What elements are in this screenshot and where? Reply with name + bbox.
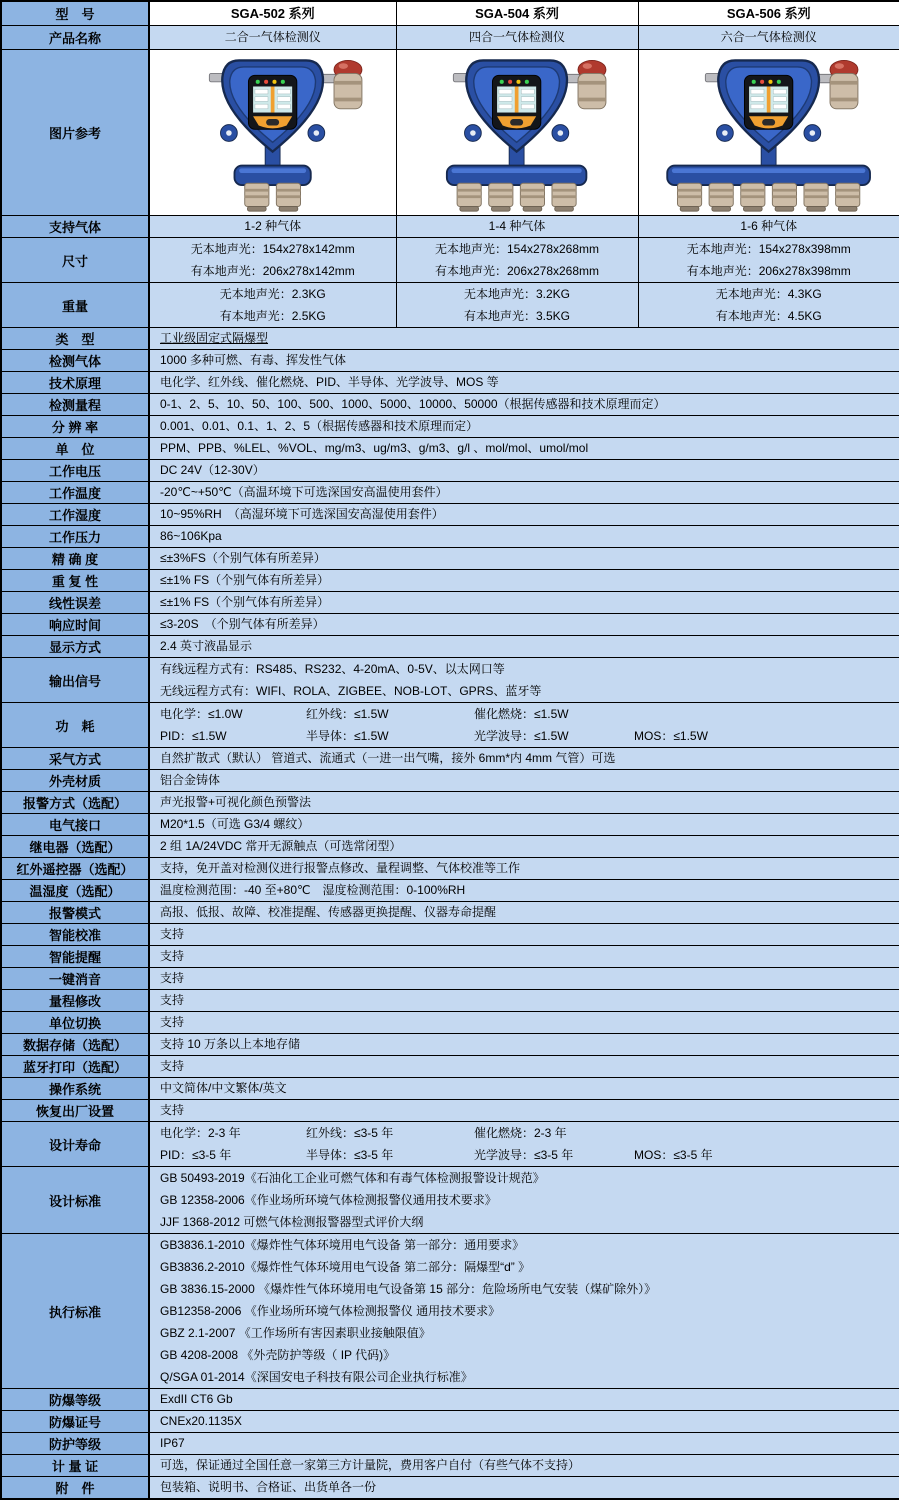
size-506: 无本地声光：154x278x398mm 有本地声光：206x278x398mm xyxy=(638,238,899,283)
spec-row-temperature xyxy=(1,482,899,504)
spec-row-pressure xyxy=(1,526,899,548)
spec-label-electrical-interface: 电气接口 xyxy=(1,814,149,836)
gas-support-504: 1-4 种气体 xyxy=(396,216,638,238)
spec-row-electrical-interface xyxy=(1,814,899,836)
model-sga504: SGA-504 系列 xyxy=(396,1,638,26)
spec-row-units xyxy=(1,438,899,460)
spec-label-resolution: 分 辨 率 xyxy=(1,416,149,438)
spec-value-housing: 铝合金铸体 xyxy=(149,770,899,792)
product-name-506: 六合一气体检测仪 xyxy=(638,26,899,50)
spec-label-temperature: 工作温度 xyxy=(1,482,149,504)
spec-label-repeatability: 重 复 性 xyxy=(1,570,149,592)
spec-label-smart-reminder: 智能提醒 xyxy=(1,946,149,968)
model-row xyxy=(1,1,899,26)
spec-value-power-consumption: 电化学：≤1.0W 红外线：≤1.5W 催化燃烧：≤1.5W PID：≤1.5W 半导体：≤1.5W 光学波导：≤1.5W MOS：≤1.5W xyxy=(149,703,899,748)
spec-value-pressure: 86~106Kpa xyxy=(149,526,899,548)
spec-row-relay xyxy=(1,836,899,858)
spec-label-accuracy: 精 确 度 xyxy=(1,548,149,570)
spec-label-alarm-mode: 报警方式（选配） xyxy=(1,792,149,814)
spec-label-response-time: 响应时间 xyxy=(1,614,149,636)
spec-value-accessories: 包装箱、说明书、合格证、出货单各一份 xyxy=(149,1477,899,1500)
model-sga502: SGA-502 系列 xyxy=(149,1,396,26)
spec-row-detected-gases xyxy=(1,350,899,372)
spec-value-linearity: ≤±1% FS（个别气体有所差异） xyxy=(149,592,899,614)
spec-value-type: 工业级固定式隔爆型 xyxy=(149,328,899,350)
spec-label-factory-reset: 恢复出厂设置 xyxy=(1,1100,149,1122)
spec-value-repeatability: ≤±1% FS（个别气体有所差异） xyxy=(149,570,899,592)
spec-value-explosion-proof-cert: CNEx20.1135X xyxy=(149,1411,899,1433)
spec-row-explosion-proof-cert xyxy=(1,1411,899,1433)
spec-row-one-key-mute xyxy=(1,968,899,990)
spec-row-sampling xyxy=(1,748,899,770)
spec-row-design-standards xyxy=(1,1167,899,1234)
spec-row-execution-standards xyxy=(1,1234,899,1389)
product-name-row xyxy=(1,26,899,50)
spec-row-metrology-cert xyxy=(1,1455,899,1477)
spec-value-unit-switch: 支持 xyxy=(149,1012,899,1034)
spec-row-smart-calibration xyxy=(1,924,899,946)
spec-label-os: 操作系统 xyxy=(1,1078,149,1100)
gas-support-502: 1-2 种气体 xyxy=(149,216,396,238)
model-row-label: 型 号 xyxy=(1,1,149,26)
spec-value-explosion-proof-grade: ExdII CT6 Gb xyxy=(149,1389,899,1411)
weight-506: 无本地声光：4.3KG 有本地声光：4.5KG xyxy=(638,283,899,328)
spec-row-response-time xyxy=(1,614,899,636)
spec-value-accuracy: ≤±3%FS（个别气体有所差异） xyxy=(149,548,899,570)
spec-value-factory-reset: 支持 xyxy=(149,1100,899,1122)
spec-row-resolution xyxy=(1,416,899,438)
spec-label-technology: 技术原理 xyxy=(1,372,149,394)
spec-label-one-key-mute: 一键消音 xyxy=(1,968,149,990)
spec-label-accessories: 附 件 xyxy=(1,1477,149,1500)
spec-value-os: 中文简体/中文繁体/英文 xyxy=(149,1078,899,1100)
spec-label-explosion-proof-cert: 防爆证号 xyxy=(1,1411,149,1433)
weight-row xyxy=(1,283,899,328)
spec-value-ip-rating: IP67 xyxy=(149,1433,899,1455)
size-504: 无本地声光：154x278x268mm 有本地声光：206x278x268mm xyxy=(396,238,638,283)
spec-row-power-consumption xyxy=(1,703,899,748)
spec-row-smart-reminder xyxy=(1,946,899,968)
spec-row-linearity xyxy=(1,592,899,614)
spec-value-voltage: DC 24V（12-30V） xyxy=(149,460,899,482)
spec-value-smart-calibration: 支持 xyxy=(149,924,899,946)
spec-row-alarm-modes xyxy=(1,902,899,924)
spec-row-design-life xyxy=(1,1122,899,1167)
spec-label-smart-calibration: 智能校准 xyxy=(1,924,149,946)
weight-502: 无本地声光：2.3KG 有本地声光：2.5KG xyxy=(149,283,396,328)
spec-label-bluetooth-print: 蓝牙打印（选配） xyxy=(1,1056,149,1078)
gas-detector-image-6-sensors xyxy=(639,50,899,215)
spec-label-output-signal: 输出信号 xyxy=(1,658,149,703)
spec-label-linearity: 线性误差 xyxy=(1,592,149,614)
spec-value-temp-humidity-option: 温度检测范围：-40 至+80℃ 湿度检测范围：0-100%RH xyxy=(149,880,899,902)
spec-value-bluetooth-print: 支持 xyxy=(149,1056,899,1078)
spec-value-smart-reminder: 支持 xyxy=(149,946,899,968)
spec-row-technology xyxy=(1,372,899,394)
spec-value-range-modify: 支持 xyxy=(149,990,899,1012)
spec-value-design-life: 电化学：2-3 年 红外线：≤3-5 年 催化燃烧：2-3 年 PID：≤3-5 年 半导体：≤3-5 年 光学波导：≤3-5 年 MOS：≤3-5 年 xyxy=(149,1122,899,1167)
spec-value-humidity: 10~95%RH （高湿环境下可选深国安高湿使用套件） xyxy=(149,504,899,526)
spec-row-accessories xyxy=(1,1477,899,1500)
gas-support-506: 1-6 种气体 xyxy=(638,216,899,238)
spec-label-ip-rating: 防护等级 xyxy=(1,1433,149,1455)
spec-row-display xyxy=(1,636,899,658)
spec-row-humidity xyxy=(1,504,899,526)
spec-value-sampling: 自然扩散式（默认） 管道式、流通式（一进一出气嘴，接外 6mm*内 4mm 气管）可选 xyxy=(149,748,899,770)
spec-value-data-storage: 支持 10 万条以上本地存储 xyxy=(149,1034,899,1056)
spec-value-detected-gases: 1000 多种可燃、有毒、挥发性气体 xyxy=(149,350,899,372)
spec-row-os xyxy=(1,1078,899,1100)
spec-label-execution-standards: 执行标准 xyxy=(1,1234,149,1389)
gas-detector-image-4-sensors xyxy=(397,50,638,215)
spec-value-execution-standards: GB3836.1-2010《爆炸性气体环境用电气设备 第一部分：通用要求》 GB3836.2-2010《爆炸性气体环境用电气设备 第二部分：隔爆型“d” 》 GB 3836.15-2000 《爆炸性气体环境用电气设备第 15 部分：危险场所电气安装（煤矿除外）》 GB12358-2006 《作业场所环境气体检测报警仪 通用技术要求》 GBZ 2.1-2007 《工作场所有害因素职业接触限值》 GB 4208-2008 《外壳防护等级（ IP 代码)》 Q/SGA 01-2014《深国安电子科技有限公司企业执行标准》 xyxy=(149,1234,899,1389)
spec-label-range-modify: 量程修改 xyxy=(1,990,149,1012)
spec-value-resolution: 0.001、0.01、0.1、1、2、5（根据传感器和技术原理而定） xyxy=(149,416,899,438)
spec-row-accuracy xyxy=(1,548,899,570)
image-row-label: 图片参考 xyxy=(1,50,149,216)
spec-label-sampling: 采气方式 xyxy=(1,748,149,770)
spec-row-explosion-proof-grade xyxy=(1,1389,899,1411)
spec-row-temp-humidity-option xyxy=(1,880,899,902)
spec-value-one-key-mute: 支持 xyxy=(149,968,899,990)
spec-row-range xyxy=(1,394,899,416)
gas-detector-image-2-sensors xyxy=(150,50,396,215)
weight-504: 无本地声光：3.2KG 有本地声光：3.5KG xyxy=(396,283,638,328)
spec-value-alarm-modes: 高报、低报、故障、校准提醒、传感器更换提醒、仪器寿命提醒 xyxy=(149,902,899,924)
product-name-502: 二合一气体检测仪 xyxy=(149,26,396,50)
spec-value-units: PPM、PPB、%LEL、%VOL、mg/m3、ug/m3、g/m3、g/l 、mol/mol、umol/mol xyxy=(149,438,899,460)
size-row xyxy=(1,238,899,283)
spec-label-design-life: 设计寿命 xyxy=(1,1122,149,1167)
spec-label-power-consumption: 功 耗 xyxy=(1,703,149,748)
spec-row-voltage xyxy=(1,460,899,482)
spec-label-display: 显示方式 xyxy=(1,636,149,658)
spec-label-voltage: 工作电压 xyxy=(1,460,149,482)
product-image-504 xyxy=(396,50,638,216)
spec-label-data-storage: 数据存储（选配） xyxy=(1,1034,149,1056)
spec-label-detected-gases: 检测气体 xyxy=(1,350,149,372)
spec-row-repeatability xyxy=(1,570,899,592)
spec-value-metrology-cert: 可选，保证通过全国任意一家第三方计量院，费用客户自付（有些气体不支持） xyxy=(149,1455,899,1477)
spec-row-ip-rating xyxy=(1,1433,899,1455)
size-502: 无本地声光：154x278x142mm 有本地声光：206x278x142mm xyxy=(149,238,396,283)
spec-value-ir-remote: 支持，免开盖对检测仪进行报警点修改、量程调整、气体校准等工作 xyxy=(149,858,899,880)
spec-value-display: 2.4 英寸液晶显示 xyxy=(149,636,899,658)
gas-support-row xyxy=(1,216,899,238)
spec-value-design-standards: GB 50493-2019《石油化工企业可燃气体和有毒气体检测报警设计规范》 GB 12358-2006《作业场所环境气体检测报警仪通用技术要求》 JJF 1368-2012 可燃气体检测报警器型式评价大纲 xyxy=(149,1167,899,1234)
spec-row-unit-switch xyxy=(1,1012,899,1034)
spec-value-electrical-interface: M20*1.5（可选 G3/4 螺纹） xyxy=(149,814,899,836)
model-sga506: SGA-506 系列 xyxy=(638,1,899,26)
spec-row-factory-reset xyxy=(1,1100,899,1122)
spec-label-ir-remote: 红外遥控器（选配） xyxy=(1,858,149,880)
spec-label-humidity: 工作湿度 xyxy=(1,504,149,526)
spec-row-bluetooth-print xyxy=(1,1056,899,1078)
spec-value-range: 0-1、2、5、10、50、100、500、1000、5000、10000、50000（根据传感器和技术原理而定） xyxy=(149,394,899,416)
spec-label-temp-humidity-option: 温湿度（选配） xyxy=(1,880,149,902)
spec-label-unit-switch: 单位切换 xyxy=(1,1012,149,1034)
spec-value-response-time: ≤3-20S （个别气体有所差异） xyxy=(149,614,899,636)
product-name-label: 产品名称 xyxy=(1,26,149,50)
spec-label-units: 单 位 xyxy=(1,438,149,460)
spec-row-ir-remote xyxy=(1,858,899,880)
spec-label-housing: 外壳材质 xyxy=(1,770,149,792)
spec-value-technology: 电化学、红外线、催化燃烧、PID、半导体、光学波导、MOS 等 xyxy=(149,372,899,394)
gas-support-label: 支持气体 xyxy=(1,216,149,238)
spec-value-relay: 2 组 1A/24VDC 常开无源触点（可选常闭型） xyxy=(149,836,899,858)
spec-label-metrology-cert: 计 量 证 xyxy=(1,1455,149,1477)
spec-label-pressure: 工作压力 xyxy=(1,526,149,548)
product-image-506 xyxy=(638,50,899,216)
spec-label-relay: 继电器（选配） xyxy=(1,836,149,858)
spec-label-design-standards: 设计标准 xyxy=(1,1167,149,1234)
weight-label: 重量 xyxy=(1,283,149,328)
spec-row-alarm-mode xyxy=(1,792,899,814)
spec-label-explosion-proof-grade: 防爆等级 xyxy=(1,1389,149,1411)
spec-value-temperature: -20℃~+50℃（高温环境下可选深国安高温使用套件） xyxy=(149,482,899,504)
product-image-502 xyxy=(149,50,396,216)
spec-value-output-signal: 有线远程方式有：RS485、RS232、4-20mA、0-5V、以太网口等 无线远程方式有：WIFI、ROLA、ZIGBEE、NOB-LOT、GPRS、蓝牙等 xyxy=(149,658,899,703)
spec-label-type: 类 型 xyxy=(1,328,149,350)
spec-row-type xyxy=(1,328,899,350)
spec-row-output-signal xyxy=(1,658,899,703)
spec-label-range: 检测量程 xyxy=(1,394,149,416)
spec-value-alarm-mode: 声光报警+可视化颜色预警法 xyxy=(149,792,899,814)
product-name-504: 四合一气体检测仪 xyxy=(396,26,638,50)
spec-row-data-storage xyxy=(1,1034,899,1056)
spec-label-alarm-modes: 报警模式 xyxy=(1,902,149,924)
spec-row-range-modify xyxy=(1,990,899,1012)
size-label: 尺寸 xyxy=(1,238,149,283)
spec-row-housing xyxy=(1,770,899,792)
image-row xyxy=(1,50,899,216)
